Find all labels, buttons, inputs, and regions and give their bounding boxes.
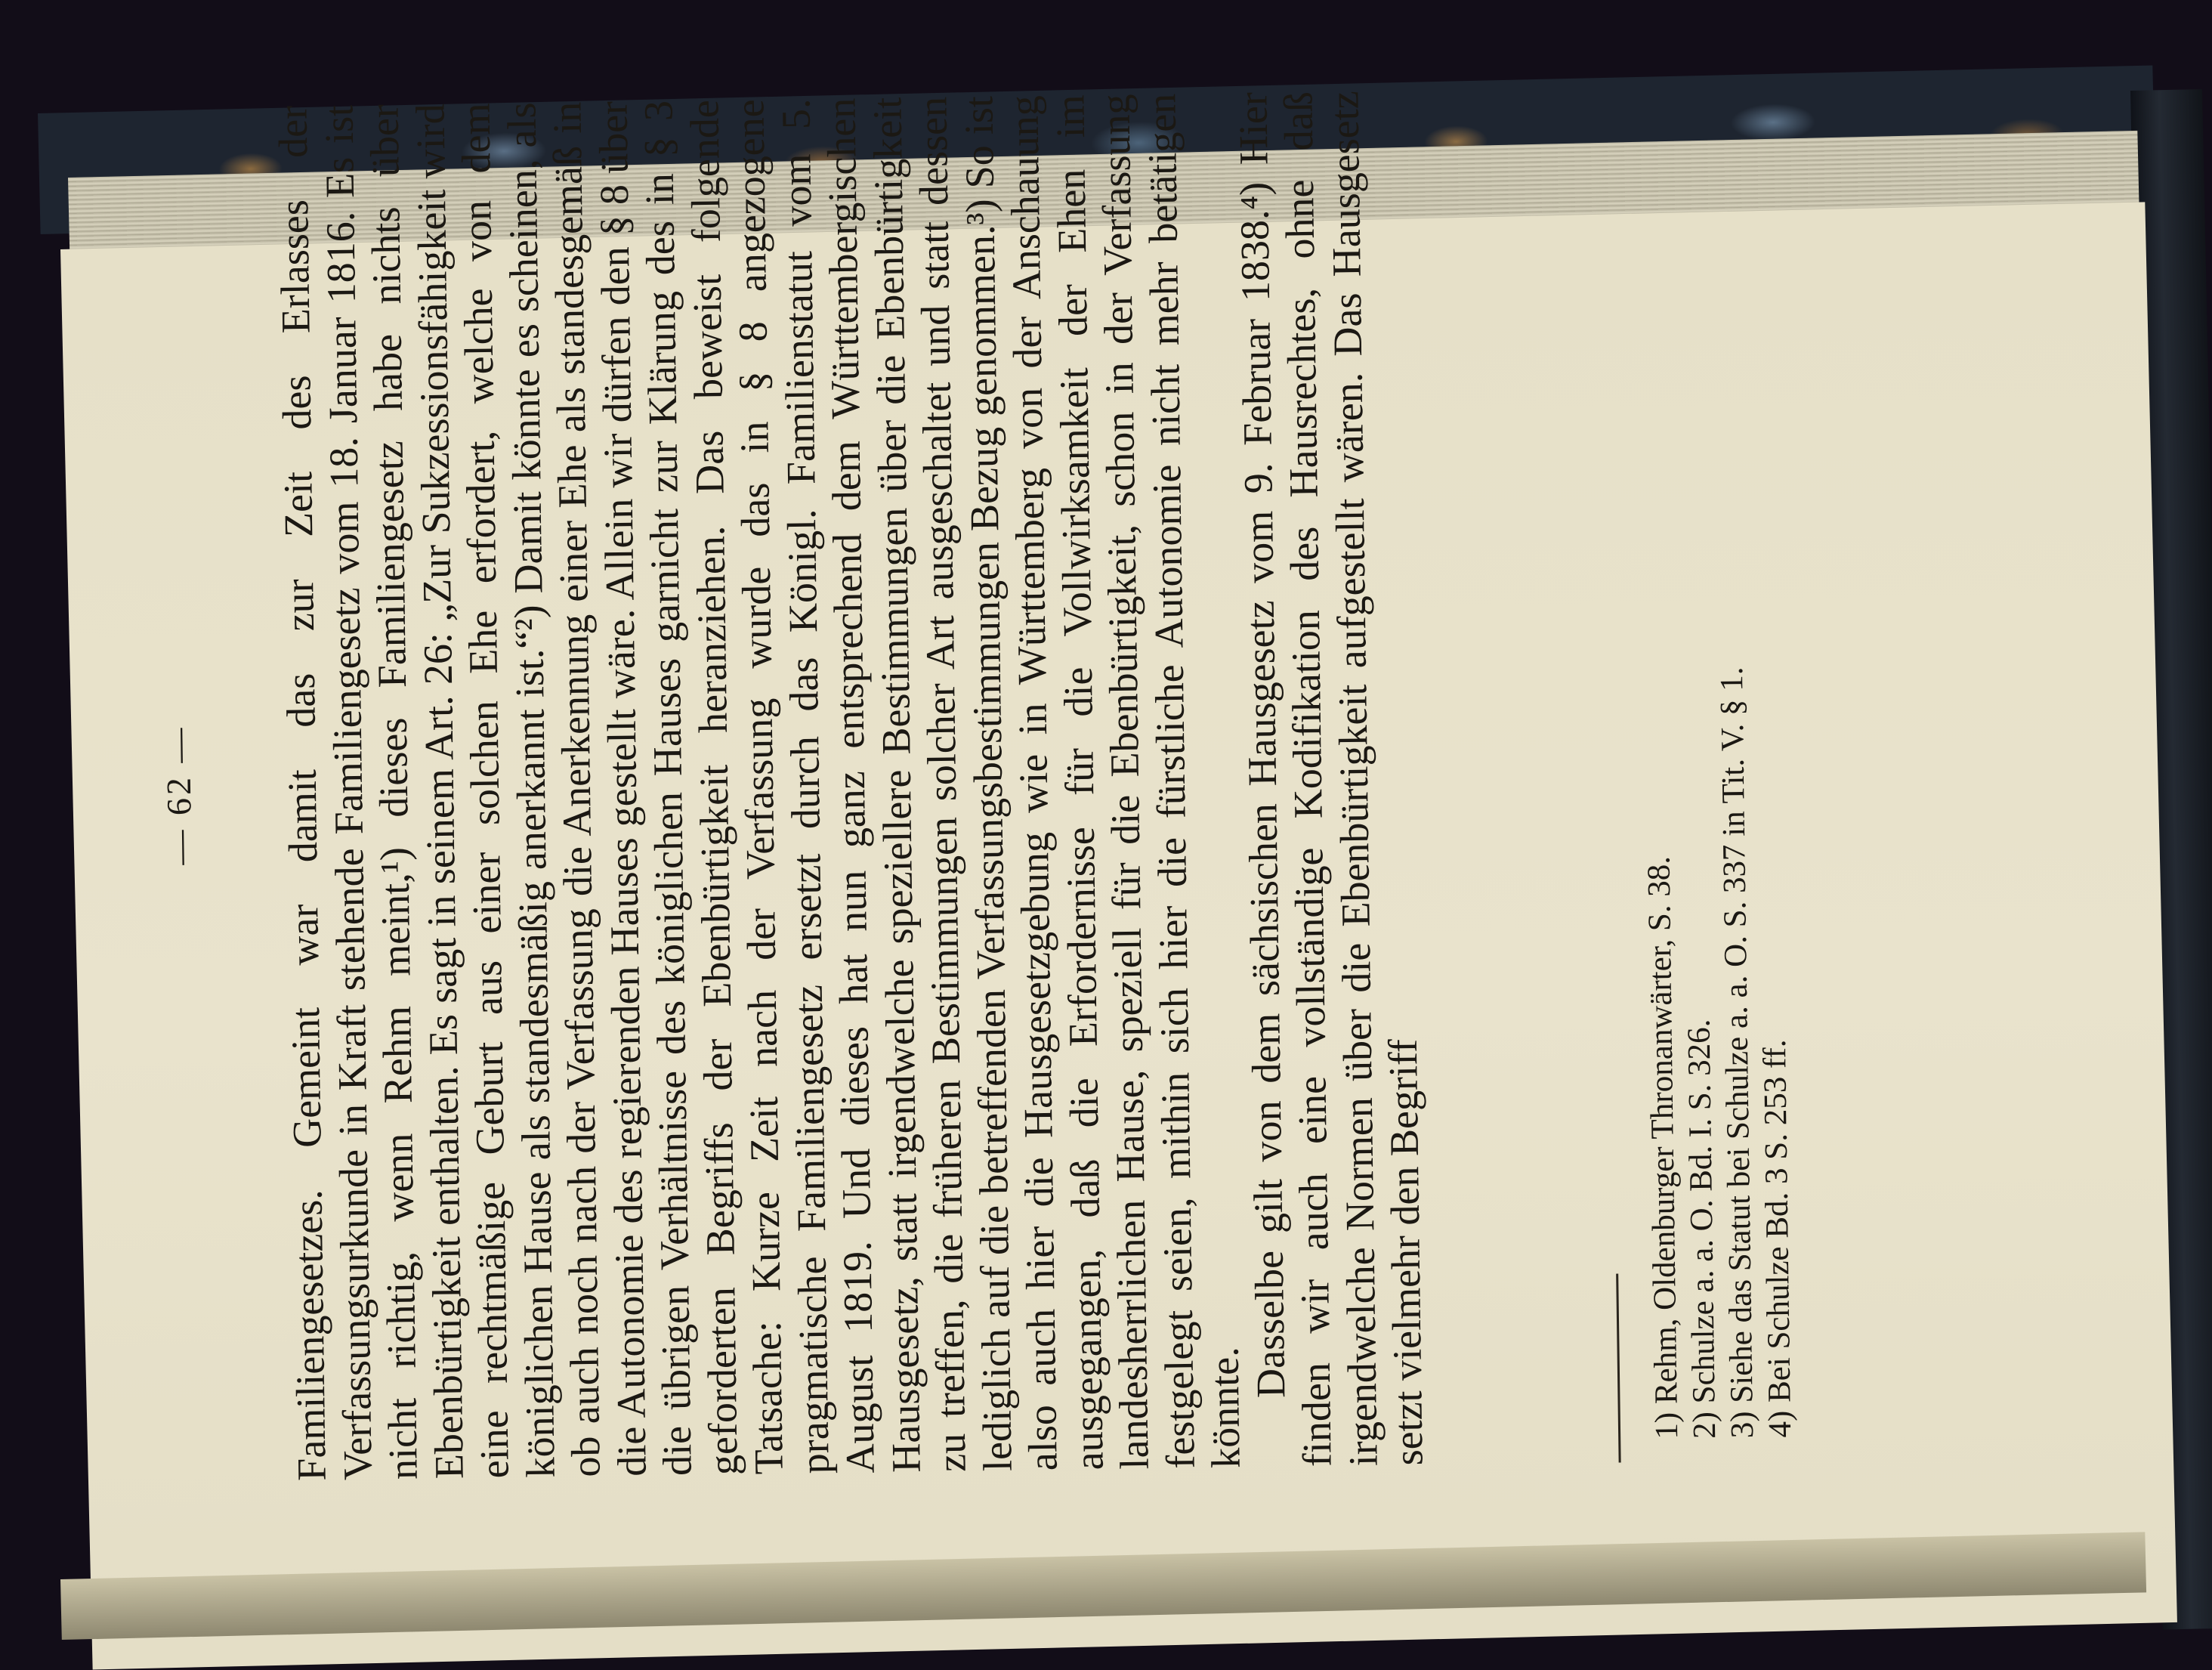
body-text (270, 90, 1432, 1481)
footnote: 3) Siehe das Statut bei Schulze a. a. O. S. 337 in Tit. V. § 1. (1713, 666, 1761, 1439)
footnote: 2) Schulze a. a. O. Bd. I. S. 326. (1681, 1019, 1723, 1440)
footnotes (1630, 62, 1800, 1440)
footnote-divider (1616, 1274, 1620, 1463)
paragraph: Familiengesetzes. Gemeint war damit das zur Zeit des Erlasses der Verfassungsurkunde in Kraft stehende Familiengesetz vom 18. Januar 1816. Es ist nicht richtig, wenn Rehm meint,¹) dieses Familiengesetz habe nichts über Ebenbürtigkeit enthalten. Es sagt in seinem Art. 26: „Zur Sukzessionsfähigkeit wird eine rechtmäßige Geburt aus einer solchen Ehe erfordert, welche von dem königlichen Hause als standesmäßig anerkannt ist.“²) Damit könnte es scheinen, als ob auch noch nach der Verfassung die Anerkennung einer Ehe als standesgemäß in die Autonomie des regierenden Hauses gestellt wäre. Allein wir dürfen den § 8 über die übrigen Verhältnisse des königlichen Hauses garnicht zur Klärung des in § 3 geforderten Begriffs der Ebenbürtigkeit heranziehen. Das beweist folgende Tatsache: Kurze Zeit nach der Verfassung wurde das in § 8 angezogene pragmatische Familiengesetz ersetzt durch das Königl. Familienstatut vom 5. August 1819. Und dieses hat nun ganz entsprechend dem Württembergischen Hausgesetz, statt irgendwelche speziellere Bestimmungen über die Ebenbürtigkeit zu treffen, die früheren Bestimmungen solcher Art ausgeschaltet und statt dessen lediglich auf die betreffenden Verfassungsbestimmungen Bezug genommen.³) So ist also auch hier die Hausgesetzgebung wie in Württemberg von der Anschauung ausgegangen, daß die Erfordernisse für die Vollwirksamkeit der Ehen im landesherrlichen Hause, speziell für die Ebenbürtigkeit, schon in der Verfassung festgelegt seien, mithin sich hier die fürstliche Autonomie nicht mehr betätigen könnte. (270, 93, 1249, 1482)
page-text-block (149, 82, 2056, 1483)
footnote: 1) Rehm, Oldenburger Thronanwärter, S. 38. (1641, 855, 1685, 1440)
page-number: — 62 — (158, 725, 199, 865)
footnote: 4) Bei Schulze Bd. 3 S. 253 ff. (1756, 1039, 1799, 1438)
paragraph: Dasselbe gilt von dem sächsischen Hausgesetz vom 9. Februar 1838.⁴) Hier finden wir auch eine vollständige Kodifikation des Hausrechtes, ohne daß irgendwelche Normen über die Ebenbürtigkeit aufgestellt wären. Das Hausgesetz setzt vielmehr den Begriff (1229, 91, 1432, 1467)
